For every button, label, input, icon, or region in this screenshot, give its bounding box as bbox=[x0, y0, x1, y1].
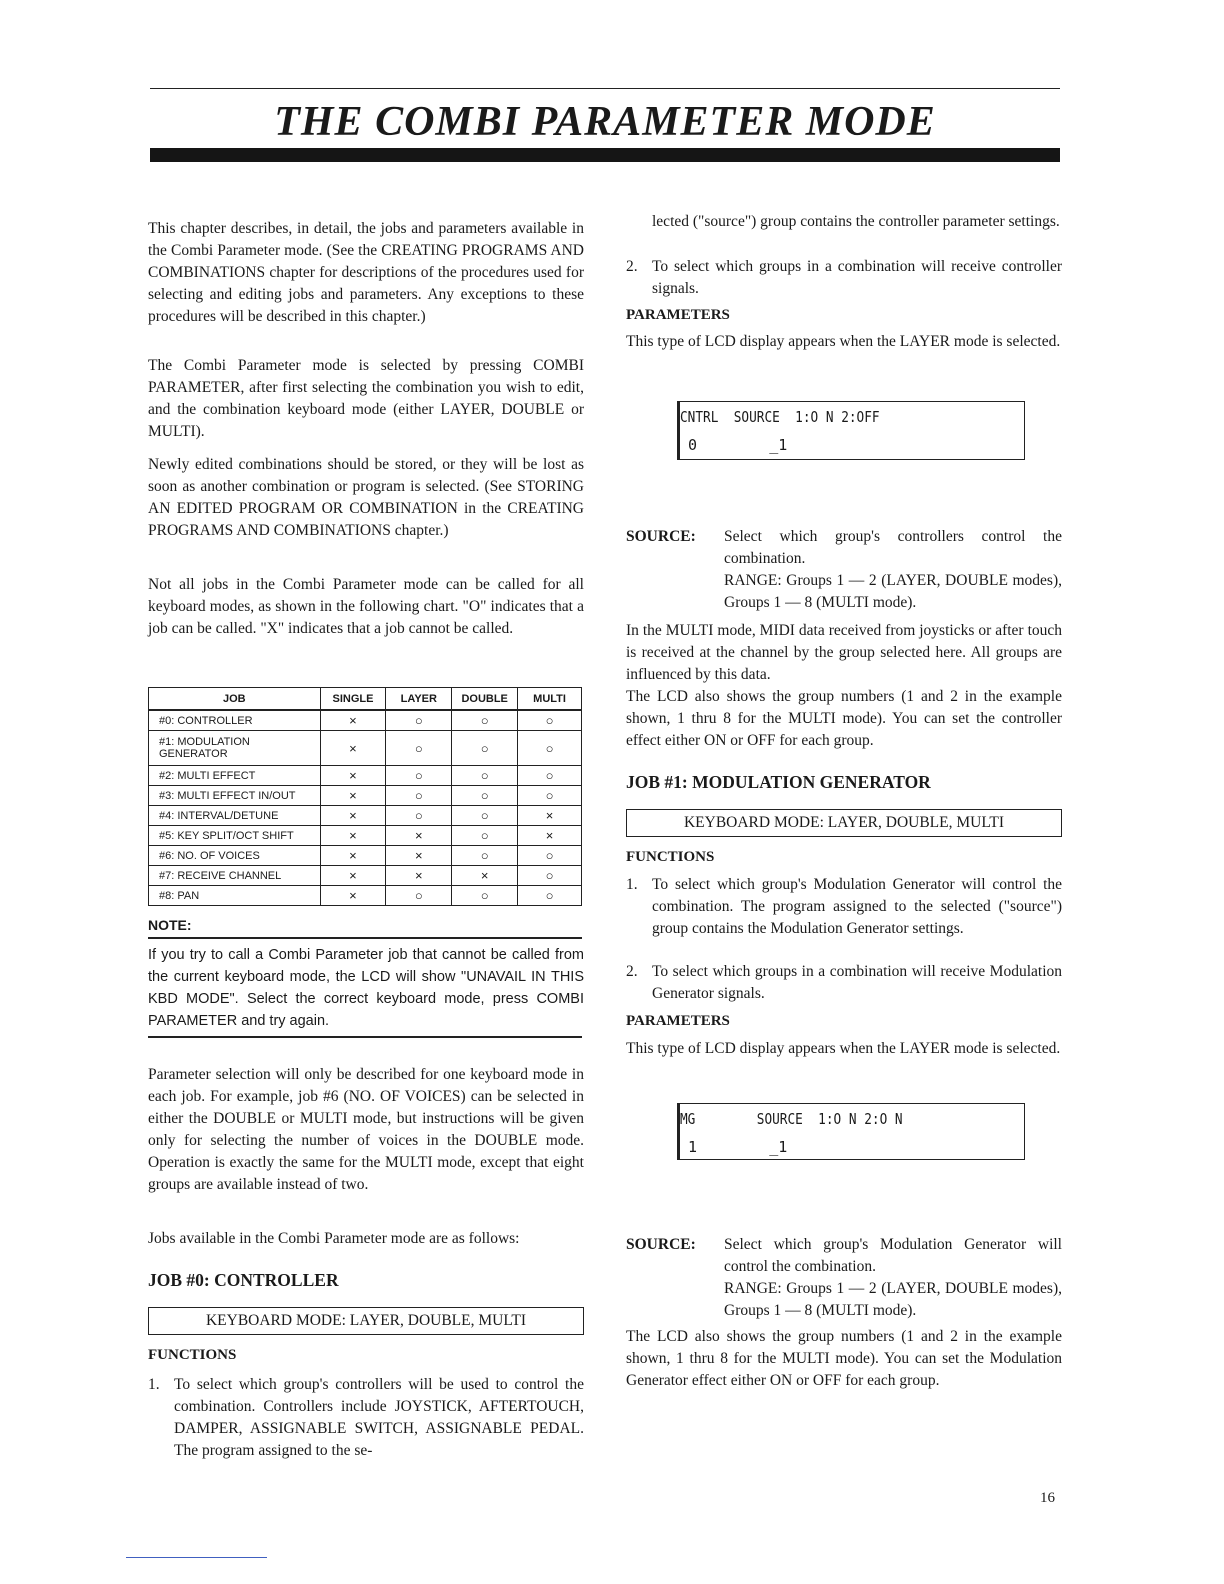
header-multi: MULTI bbox=[518, 688, 582, 711]
single-mark: × bbox=[320, 786, 386, 806]
job-name: #0: CONTROLLER bbox=[149, 710, 321, 731]
source-desc-text: Select which group's controllers control the combination. bbox=[724, 528, 1062, 567]
table-row bbox=[149, 710, 582, 731]
single-mark: × bbox=[320, 731, 386, 766]
job-name: #3: MULTI EFFECT IN/OUT bbox=[149, 786, 321, 806]
source-term: SOURCE: bbox=[626, 528, 696, 545]
single-mark: × bbox=[320, 886, 386, 906]
layer-mark: ○ bbox=[386, 731, 452, 766]
job0-functions-heading: FUNCTIONS bbox=[148, 1347, 237, 1363]
list-number: 1. bbox=[148, 1376, 160, 1393]
table-row bbox=[149, 806, 582, 826]
page-number: 16 bbox=[1040, 1490, 1055, 1506]
header-job: JOB bbox=[149, 688, 321, 711]
job1-parameters-heading: PARAMETERS bbox=[626, 1013, 730, 1029]
double-mark: ○ bbox=[452, 710, 518, 731]
mg-group-numbers-paragraph: The LCD also shows the group numbers (1 and 2 in the example shown, 1 thru 8 for the MULTI mode). You can set the Modulation Generator effect either ON or OFF for each group. bbox=[626, 1328, 1062, 1389]
double-mark: ○ bbox=[452, 731, 518, 766]
lcd-display-controller bbox=[677, 401, 1025, 460]
mode-select-paragraph: The Combi Parameter mode is selected by pressing COMBI PARAMETER, after first selecting the combination you wish to edit, and the combination keyboard mode (either LAYER, DOUBLE or MULTI). bbox=[148, 357, 584, 440]
job0-keyboard-mode: KEYBOARD MODE: LAYER, DOUBLE, MULTI bbox=[148, 1307, 584, 1335]
job-name: #1: MODULATION GENERATOR bbox=[149, 731, 321, 766]
selection-paragraph: Parameter selection will only be described for one keyboard mode in each job. For example, job #6 (NO. OF VOICES) can be selected in either the DOUBLE or MULTI mode, but instructions will be given only for selecting the number of voices in the DOUBLE mode. Operation is exactly the same for the MULTI mode, except that eight groups are available instead of two. bbox=[148, 1066, 584, 1193]
job-name: #4: INTERVAL/DETUNE bbox=[149, 806, 321, 826]
lcd-line-2: 0 _1 bbox=[688, 436, 788, 454]
chart-intro-paragraph: Not all jobs in the Combi Parameter mode can be called for all keyboard modes, as shown in the following chart. "O" indicates that a job can be called. "X" indicates that a job cannot be called. bbox=[148, 576, 584, 637]
source-description bbox=[724, 526, 1062, 614]
list-text: To select which groups in a combination will receive Modulation Generator signals. bbox=[652, 963, 1062, 1002]
double-mark: ○ bbox=[452, 826, 518, 846]
list-number: 1. bbox=[626, 876, 638, 893]
single-mark: × bbox=[320, 826, 386, 846]
layer-mark: ○ bbox=[386, 786, 452, 806]
note-bottom-rule bbox=[148, 1036, 582, 1038]
source-desc-text: Select which group's Modulation Generator will control the combination. bbox=[724, 1236, 1062, 1275]
source-term-2: SOURCE: bbox=[626, 1236, 696, 1253]
multi-mark: ○ bbox=[518, 710, 582, 731]
footnote-rule bbox=[126, 1557, 267, 1558]
multi-mark: × bbox=[518, 826, 582, 846]
list-text: To select which group's controllers will be used to control the combination. Controllers include JOYSTICK, AFTERTOUCH, DAMPER, ASSIGNABLE SWITCH, ASSIGNABLE PEDAL. The program assigned to the se- bbox=[174, 1376, 584, 1459]
multi-mark: ○ bbox=[518, 866, 582, 886]
lcd-display-modulation bbox=[677, 1103, 1025, 1160]
single-mark: × bbox=[320, 766, 386, 786]
table-row bbox=[149, 866, 582, 886]
job0-parameters-heading: PARAMETERS bbox=[626, 307, 730, 323]
double-mark: ○ bbox=[452, 766, 518, 786]
job1-keyboard-mode: KEYBOARD MODE: LAYER, DOUBLE, MULTI bbox=[626, 809, 1062, 837]
multi-mark: ○ bbox=[518, 731, 582, 766]
table-row bbox=[149, 826, 582, 846]
double-mark: × bbox=[452, 866, 518, 886]
job-name: #7: RECEIVE CHANNEL bbox=[149, 866, 321, 886]
intro-paragraph: This chapter describes, in detail, the jobs and parameters available in the Combi Parameter mode. (See the CREATING PROGRAMS AND COMBINATIONS chapter for descriptions of the procedures used for selecting and editing jobs and parameters. Any exceptions to these procedures will be described in this chapter.) bbox=[148, 220, 584, 325]
layer-mark: × bbox=[386, 826, 452, 846]
page-title: THE COMBI PARAMETER MODE bbox=[274, 99, 936, 145]
table-row bbox=[149, 846, 582, 866]
job-name: #6: NO. OF VOICES bbox=[149, 846, 321, 866]
job-name: #5: KEY SPLIT/OCT SHIFT bbox=[149, 826, 321, 846]
single-mark: × bbox=[320, 866, 386, 886]
double-mark: ○ bbox=[452, 886, 518, 906]
job0-heading: JOB #0: CONTROLLER bbox=[148, 1270, 339, 1290]
job0-function-1-cont bbox=[626, 211, 1062, 233]
table-row bbox=[149, 886, 582, 906]
job1-function-1 bbox=[626, 874, 1062, 940]
source-range-text: RANGE: Groups 1 — 2 (LAYER, DOUBLE modes), Groups 1 — 8 (MULTI mode). bbox=[724, 572, 1062, 611]
multi-mark: × bbox=[518, 806, 582, 826]
list-text: To select which groups in a combination will receive controller signals. bbox=[652, 258, 1062, 297]
layer-mark: ○ bbox=[386, 886, 452, 906]
table-row bbox=[149, 786, 582, 806]
table-row bbox=[149, 731, 582, 766]
lcd-line-1: MG SOURCE 1:O N 2:O N bbox=[680, 1110, 903, 1128]
job1-function-2 bbox=[626, 961, 1062, 1005]
multi-mark: ○ bbox=[518, 846, 582, 866]
list-text: To select which group's Modulation Generator will control the combination. The program assigned to the selected ("source") group contains the Modulation Generator settings. bbox=[652, 876, 1062, 937]
single-mark: × bbox=[320, 710, 386, 731]
job-name: #2: MULTI EFFECT bbox=[149, 766, 321, 786]
layer-mark: ○ bbox=[386, 766, 452, 786]
header-single: SINGLE bbox=[320, 688, 386, 711]
title-bar bbox=[150, 148, 1060, 162]
jobs-available-paragraph: Jobs available in the Combi Parameter mode are as follows: bbox=[148, 1230, 520, 1247]
layer-mark: × bbox=[386, 846, 452, 866]
multi-mark: ○ bbox=[518, 786, 582, 806]
list-number: 2. bbox=[626, 963, 638, 980]
job0-function-1 bbox=[148, 1374, 584, 1462]
table-header-row bbox=[149, 688, 582, 711]
jobs-table bbox=[148, 687, 582, 906]
table-row bbox=[149, 766, 582, 786]
job1-functions-heading: FUNCTIONS bbox=[626, 849, 715, 865]
list-number: 2. bbox=[626, 258, 638, 275]
note-top-rule bbox=[148, 937, 582, 939]
double-mark: ○ bbox=[452, 806, 518, 826]
top-rule bbox=[150, 88, 1060, 89]
source-description-2 bbox=[724, 1234, 1062, 1322]
job0-function-2 bbox=[626, 256, 1062, 300]
layer-mark: × bbox=[386, 866, 452, 886]
job-name: #8: PAN bbox=[149, 886, 321, 906]
header-double: DOUBLE bbox=[452, 688, 518, 711]
group-numbers-paragraph: The LCD also shows the group numbers (1 and 2 in the example shown, 1 thru 8 for the MULTI mode). You can set the controller effect either ON or OFF for each group. bbox=[626, 688, 1062, 749]
header-layer: LAYER bbox=[386, 688, 452, 711]
multi-mark: ○ bbox=[518, 886, 582, 906]
lcd-line-2: 1 _1 bbox=[688, 1138, 788, 1156]
multi-mode-paragraph: In the MULTI mode, MIDI data received from joysticks or after touch is received at the channel by the group selected here. All groups are influenced by this data. bbox=[626, 622, 1062, 683]
list-text: lected ("source") group contains the controller parameter settings. bbox=[652, 213, 1060, 230]
source-range-text: RANGE: Groups 1 — 2 (LAYER, DOUBLE modes), Groups 1 — 8 (MULTI mode). bbox=[724, 1280, 1062, 1319]
job1-lcd-intro: This type of LCD display appears when the LAYER mode is selected. bbox=[626, 1040, 1061, 1057]
lcd-line-1: CNTRL SOURCE 1:O N 2:OFF bbox=[680, 408, 880, 426]
double-mark: ○ bbox=[452, 846, 518, 866]
job1-heading: JOB #1: MODULATION GENERATOR bbox=[626, 772, 931, 792]
layer-mark: ○ bbox=[386, 710, 452, 731]
double-mark: ○ bbox=[452, 786, 518, 806]
note-text: If you try to call a Combi Parameter job that cannot be called from the current keyboard mode, the LCD will show "UNAVAIL IN THIS KBD MODE". Select the correct keyboard mode, press COMBI PARAMETER and try again. bbox=[148, 947, 584, 1029]
multi-mark: ○ bbox=[518, 766, 582, 786]
single-mark: × bbox=[320, 806, 386, 826]
note-heading: NOTE: bbox=[148, 917, 192, 933]
layer-mark: ○ bbox=[386, 806, 452, 826]
store-paragraph: Newly edited combinations should be stored, or they will be lost as soon as another combination or program is selected. (See STORING AN EDITED PROGRAM OR COMBINATION in the CREATING PROGRAMS AND COMBINATIONS chapter.) bbox=[148, 456, 584, 539]
job0-lcd-intro: This type of LCD display appears when the LAYER mode is selected. bbox=[626, 333, 1061, 350]
single-mark: × bbox=[320, 846, 386, 866]
